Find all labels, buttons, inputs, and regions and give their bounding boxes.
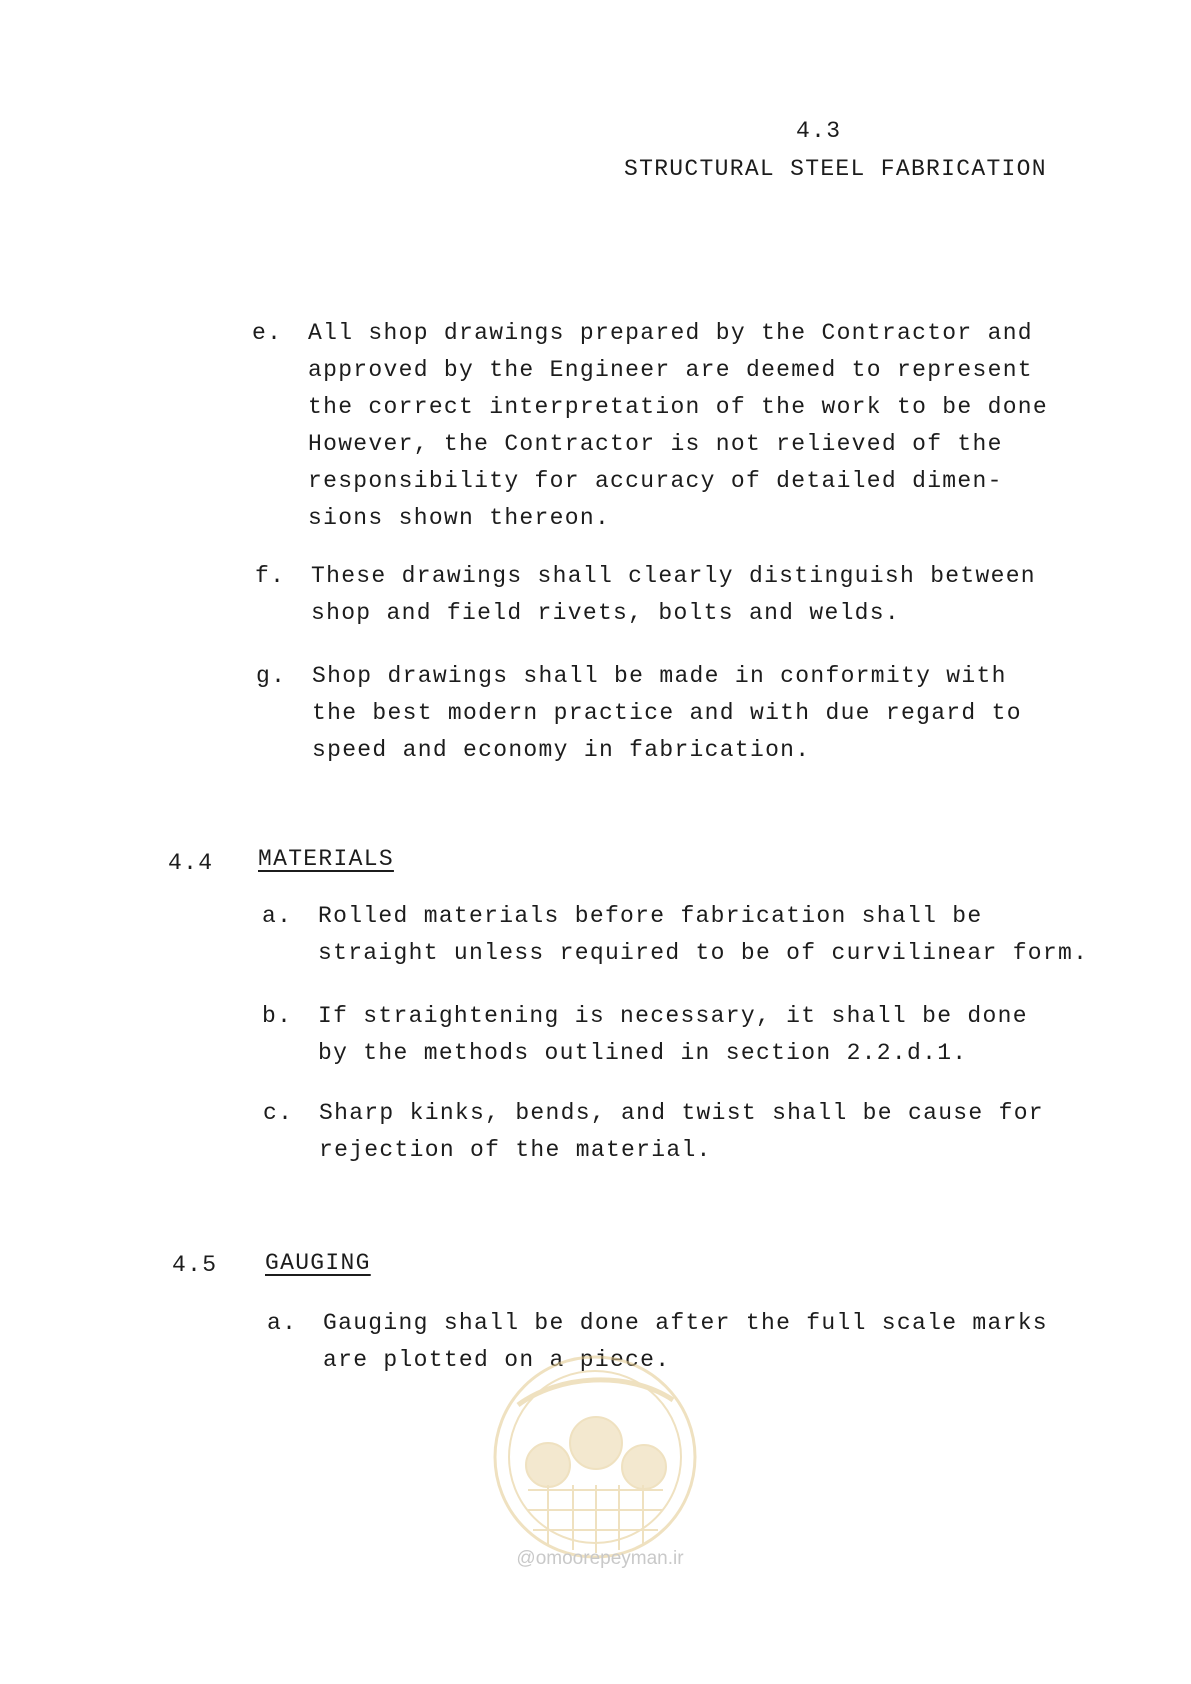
item-line: Gauging shall be done after the full scale marks	[323, 1310, 1048, 1336]
item-line: speed and economy in fabrication.	[312, 737, 811, 763]
item-letter: a.	[262, 903, 293, 929]
section-title-gauging: GAUGING	[265, 1250, 371, 1276]
item-line: by the methods outlined in section 2.2.d.1.	[318, 1040, 968, 1066]
item-line: Sharp kinks, bends, and twist shall be cause for	[319, 1100, 1044, 1126]
item-letter: c.	[263, 1100, 294, 1126]
item-letter: a.	[267, 1310, 298, 1336]
item-line: approved by the Engineer are deemed to represent	[308, 357, 1033, 383]
watermark-text: @omoorepeyman.ir	[516, 1548, 684, 1569]
item-letter: b.	[262, 1003, 293, 1029]
item-letter: f.	[255, 563, 286, 589]
item-line: the best modern practice and with due regard to	[312, 700, 1022, 726]
item-line: All shop drawings prepared by the Contractor and	[308, 320, 1033, 346]
item-line: rejection of the material.	[319, 1137, 712, 1163]
item-letter: e.	[252, 320, 283, 346]
item-line: However, the Contractor is not relieved of the	[308, 431, 1003, 457]
section-title-materials: MATERIALS	[258, 846, 394, 872]
header-section-title: STRUCTURAL STEEL FABRICATION	[624, 156, 1047, 182]
section-number: 4.5	[172, 1252, 218, 1278]
section-number: 4.4	[168, 850, 214, 876]
item-line: responsibility for accuracy of detailed dimen-	[308, 468, 1003, 494]
item-line: straight unless required to be of curvilinear form.	[318, 940, 1089, 966]
item-line: If straightening is necessary, it shall be done	[318, 1003, 1028, 1029]
item-line: shop and field rivets, bolts and welds.	[311, 600, 900, 626]
item-line: Shop drawings shall be made in conformity with	[312, 663, 1007, 689]
watermark-logo-icon	[488, 1345, 703, 1575]
item-line: are plotted on a piece.	[323, 1347, 671, 1373]
item-line: sions shown thereon.	[308, 505, 611, 531]
header-section-number: 4.3	[796, 118, 842, 144]
item-line: These drawings shall clearly distinguish between	[311, 563, 1036, 589]
item-letter: g.	[256, 663, 287, 689]
item-line: Rolled materials before fabrication shall be	[318, 903, 983, 929]
item-line: the correct interpretation of the work to be done	[308, 394, 1049, 420]
